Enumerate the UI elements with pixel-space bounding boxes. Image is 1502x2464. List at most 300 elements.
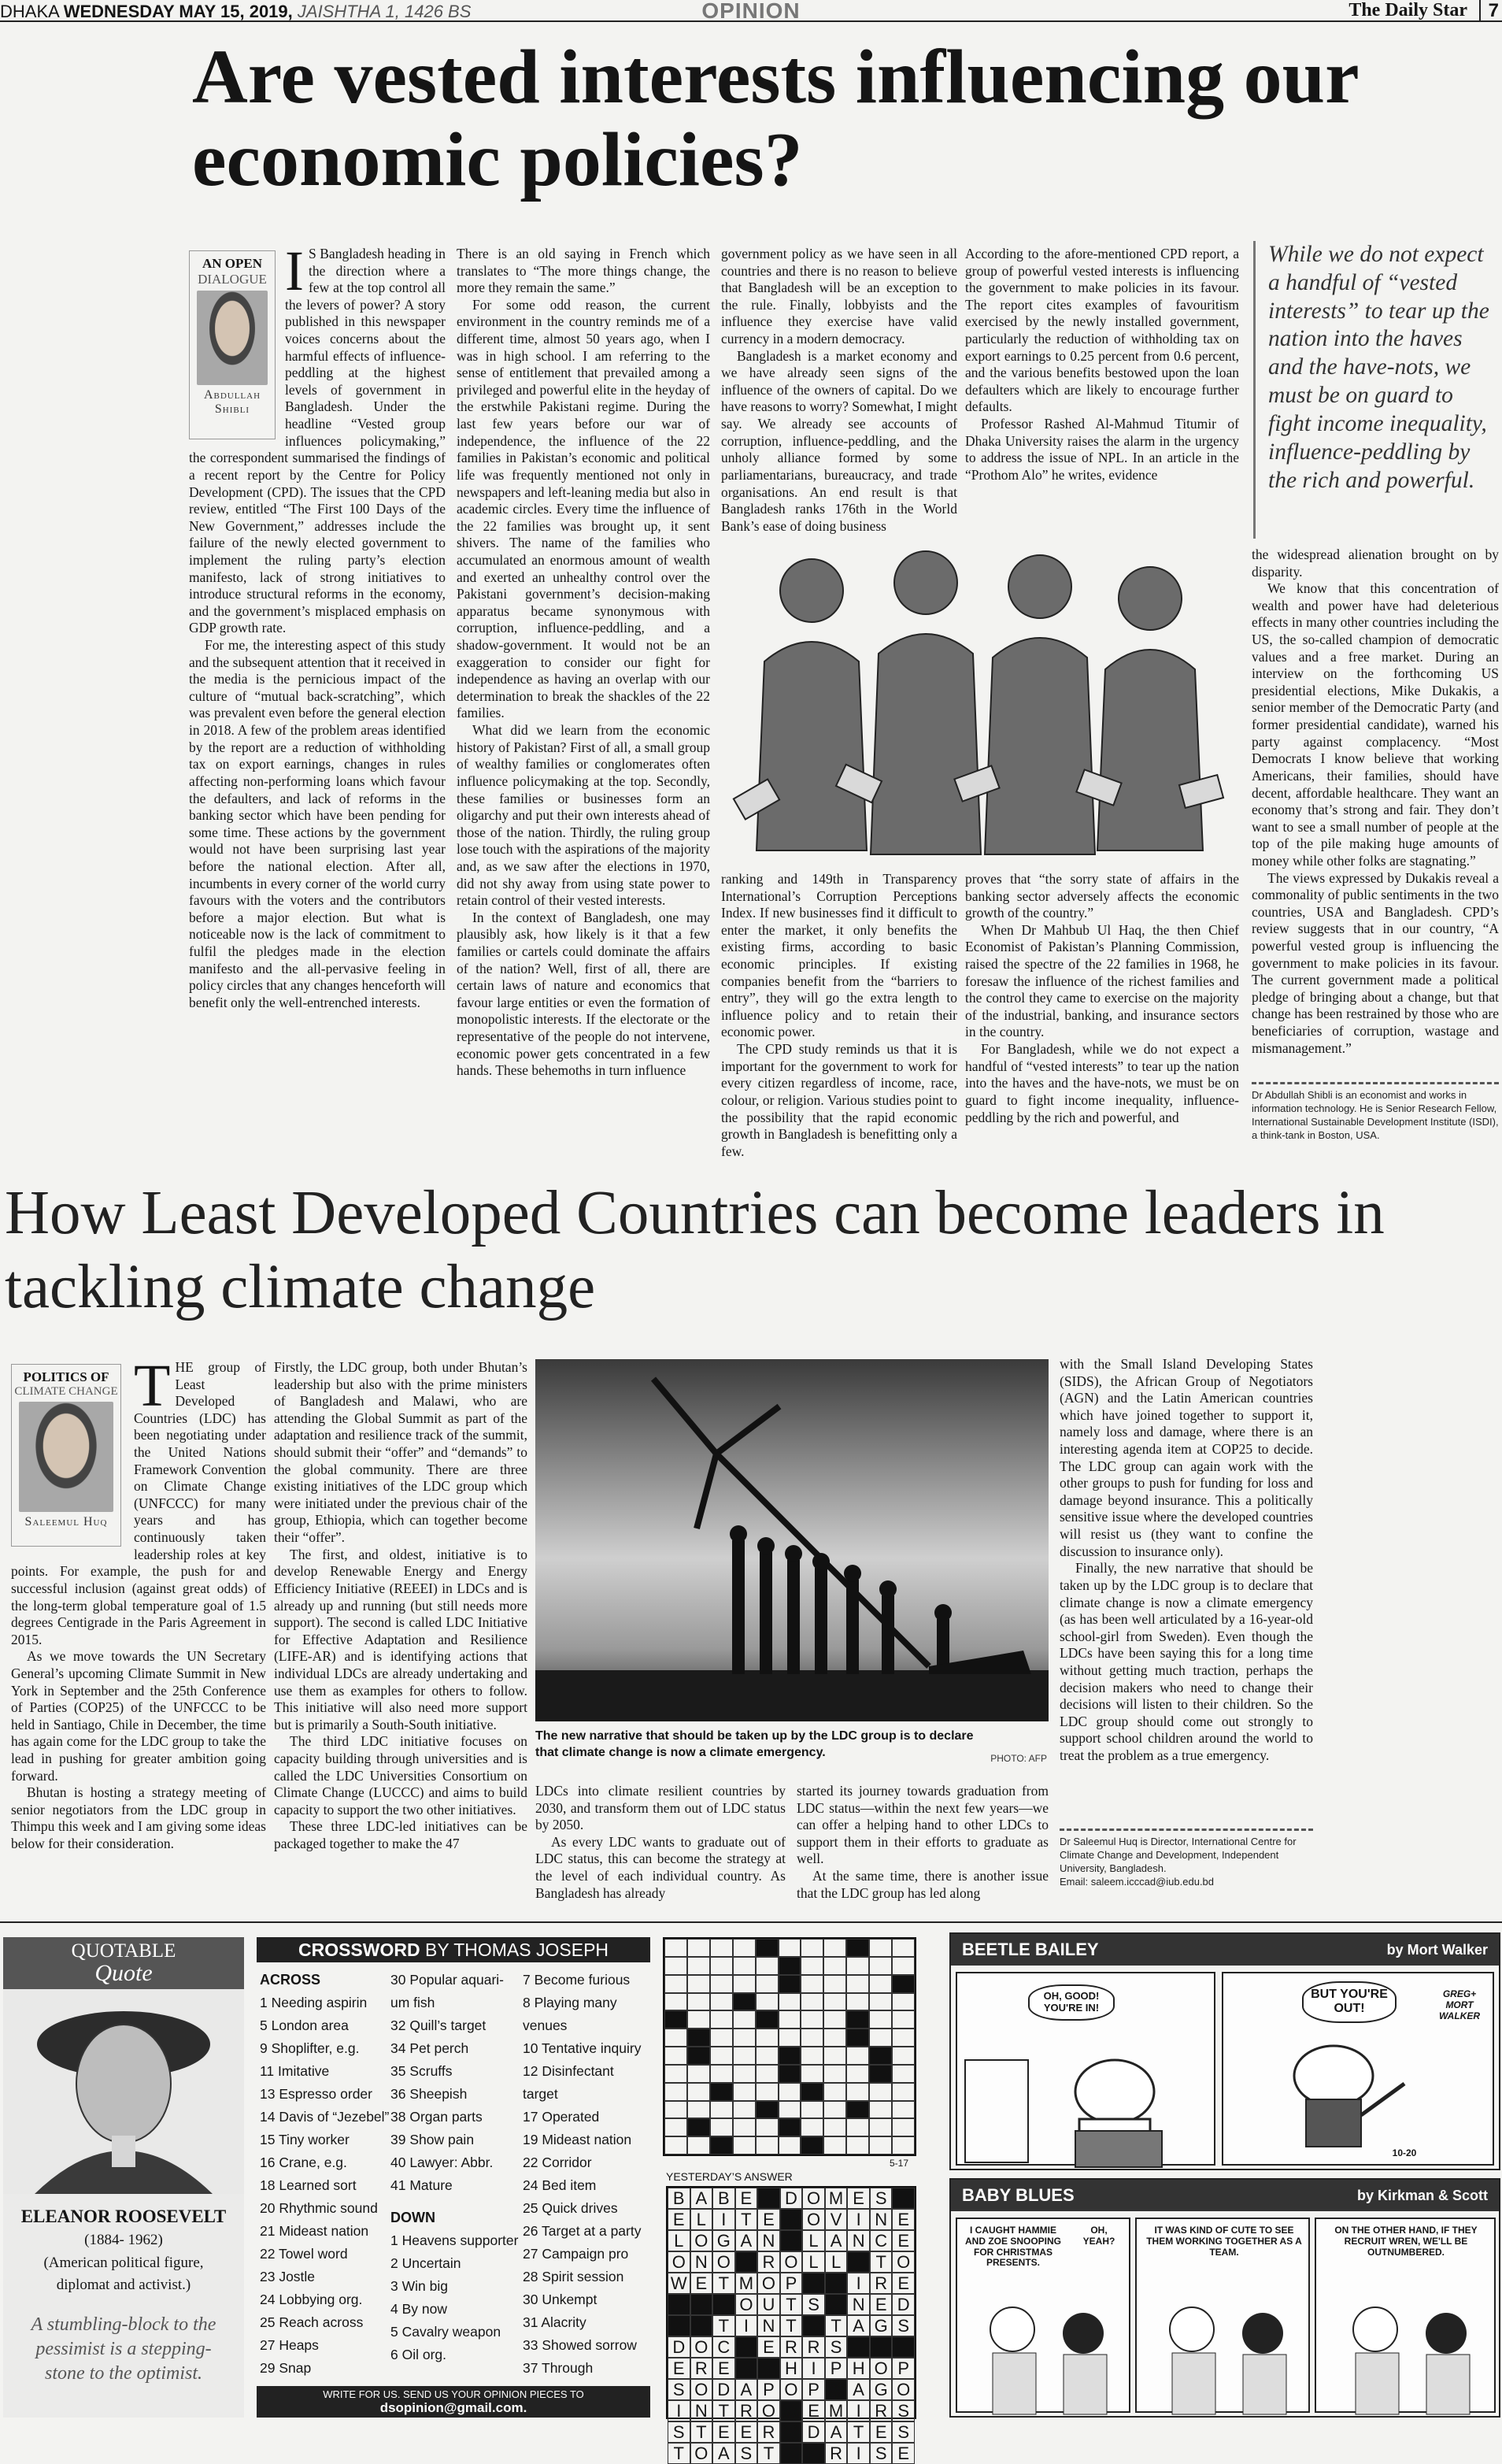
grid-cell[interactable] bbox=[664, 1975, 687, 1993]
answer-cell bbox=[825, 2273, 848, 2294]
grid-cell[interactable] bbox=[846, 2029, 869, 2047]
answer-cell: O bbox=[690, 2336, 713, 2358]
answer-cell: I bbox=[847, 2400, 870, 2421]
answer-cell: G bbox=[712, 2230, 735, 2251]
clue: 41 Mature bbox=[390, 2177, 453, 2193]
answer-cell: O bbox=[757, 2400, 780, 2421]
beetle-drawing bbox=[1223, 2036, 1496, 2167]
grid-cell[interactable] bbox=[710, 2118, 733, 2136]
grid-cell[interactable] bbox=[779, 2101, 801, 2119]
comic-author: by Kirkman & Scott bbox=[1356, 2188, 1488, 2203]
clue: 15 Tiny worker bbox=[260, 2132, 350, 2147]
answer-cell: O bbox=[780, 2251, 803, 2273]
answer-cell: E bbox=[735, 2188, 758, 2209]
paragraph: At the same time, there is another issue that the LDC group has led along bbox=[797, 1868, 1049, 1901]
answer-cell: E bbox=[892, 2443, 915, 2464]
answer-cell: A bbox=[847, 2315, 870, 2336]
answer-cell: S bbox=[870, 2188, 893, 2209]
answer-cell: E bbox=[668, 2209, 690, 2230]
answer-cell: T bbox=[780, 2294, 803, 2315]
grid-cell[interactable] bbox=[801, 1957, 823, 1975]
grid-cell[interactable] bbox=[687, 2083, 710, 2101]
answer-cell: T bbox=[757, 2443, 780, 2464]
grid-cell[interactable] bbox=[892, 2065, 915, 2083]
author-name: Saleemul Huq bbox=[24, 1515, 108, 1528]
grid-cell[interactable] bbox=[869, 2101, 892, 2119]
grid-cell[interactable] bbox=[733, 2118, 756, 2136]
grid-cell[interactable] bbox=[892, 2047, 915, 2065]
grid-cell[interactable] bbox=[710, 2083, 733, 2101]
grid-cell[interactable] bbox=[687, 2118, 710, 2136]
answer-cell: M bbox=[735, 2273, 758, 2294]
clue: 35 Scruffs bbox=[390, 2063, 453, 2079]
paragraph: LDCs into climate resilient countries by 2030, and transform them out of LDC status by 2050. bbox=[535, 1783, 786, 1833]
grid-cell[interactable] bbox=[756, 2136, 779, 2155]
grid-cell[interactable] bbox=[892, 1975, 915, 1993]
column-name-2: CLIMATE CHANGE bbox=[14, 1385, 118, 1398]
grid-cell[interactable] bbox=[869, 2010, 892, 2029]
paragraph: The first, and oldest, initiative is to develop Renewable Energy and Energy Efficiency Initiative (REEEI) in LDCs and is already up and running (but still needs more support). The second is called LDC Initiative for Effective Adaptation and Resilience (LIFE-AR) and is identifying actions that individual LDCs are already undertaking and use them as examples for others to follow. This initiative will also need more support but is primarily a South-South initiative. bbox=[274, 1546, 527, 1732]
grid-cell[interactable] bbox=[801, 2047, 823, 2065]
grid-cell[interactable] bbox=[664, 2065, 687, 2083]
answer-cell: R bbox=[825, 2443, 848, 2464]
clue: 21 Mideast nation bbox=[260, 2223, 369, 2239]
answer-cell: N bbox=[690, 2251, 713, 2273]
answer-cell: T bbox=[870, 2251, 893, 2273]
paragraph: For me, the interesting aspect of this study and the subsequent attention that it received in the media is the pernicious impact of the culture of “mutual back-scratching”, which was prevalent even before the general election in 2018. A few of the problem areas identified by the report are a reduction of withholding tax on export earnings, changes in rules affecting non-performing loans which favour the defaulters, and lack of reforms in the banking sector which have been pending for some time. These actions by the government would not have been surprising last year before the national election. After all, incumbents in every corner of the world curry favours with the voters and the contributors before a major election. But what is noticeable now is the lack of commitment to fulfil the pledges made in the election manifesto and the all-pervasive feeling in policy circles that any changes henceforth will benefit only the well-entrenched interests. bbox=[189, 637, 446, 1010]
grid-cell[interactable] bbox=[779, 2065, 801, 2083]
grid-cell[interactable] bbox=[687, 2029, 710, 2047]
answer-cell: P bbox=[825, 2358, 848, 2379]
grid-cell[interactable] bbox=[733, 1957, 756, 1975]
grid-cell[interactable] bbox=[801, 1975, 823, 1993]
yesterday-answer-grid bbox=[666, 2186, 916, 2463]
write-for-us-banner bbox=[257, 2386, 650, 2418]
clue: 30 Popular aquari- bbox=[390, 1972, 504, 1988]
grid-cell[interactable] bbox=[779, 2010, 801, 2029]
grid-cell[interactable] bbox=[869, 1993, 892, 2011]
grid-cell[interactable] bbox=[846, 2083, 869, 2101]
grid-cell[interactable] bbox=[823, 2010, 846, 2029]
clue-list bbox=[390, 1969, 524, 2197]
article1-col4a bbox=[965, 246, 1239, 528]
quote-header bbox=[3, 1937, 244, 1989]
grid-cell[interactable] bbox=[869, 2047, 892, 2065]
answer-cell: D bbox=[802, 2421, 825, 2443]
answer-cell bbox=[735, 2251, 758, 2273]
grid-cell[interactable] bbox=[756, 2065, 779, 2083]
answer-cell: O bbox=[780, 2379, 803, 2400]
dropcap: I bbox=[285, 239, 304, 302]
clue: 5 London area bbox=[260, 2018, 349, 2033]
grid-cell[interactable] bbox=[892, 2118, 915, 2136]
artist-signature: GREG+ MORT WALKER bbox=[1439, 1988, 1480, 2021]
answer-cell bbox=[668, 2315, 690, 2336]
beetle-panel-2 bbox=[1222, 1972, 1494, 2166]
answer-cell: D bbox=[892, 2294, 915, 2315]
grid-cell[interactable] bbox=[801, 2065, 823, 2083]
article2-photo bbox=[535, 1359, 1049, 1721]
speech-text: ON THE OTHER HAND, IF THEY RECRUIT WREN, WE'LL BE OUTNUMBERED. bbox=[1334, 2225, 1478, 2258]
grid-cell[interactable] bbox=[664, 1939, 687, 1957]
grid-cell[interactable] bbox=[664, 1993, 687, 2011]
grid-cell[interactable] bbox=[846, 1993, 869, 2011]
article1-illustration bbox=[721, 535, 1239, 866]
answer-cell: S bbox=[892, 2400, 915, 2421]
clue: 39 Show pain bbox=[390, 2132, 475, 2147]
grid-cell[interactable] bbox=[801, 2029, 823, 2047]
grid-cell[interactable] bbox=[710, 2029, 733, 2047]
sarge-drawing bbox=[957, 2036, 1217, 2167]
grid-cell[interactable] bbox=[710, 1993, 733, 2011]
answer-cell: G bbox=[870, 2315, 893, 2336]
article2-col2 bbox=[274, 1359, 527, 1892]
speech-text: IT WAS KIND OF CUTE TO SEE THEM WORKING TOGETHER AS A TEAM. bbox=[1146, 2225, 1302, 2258]
answer-cell: I bbox=[802, 2358, 825, 2379]
grid-cell[interactable] bbox=[823, 2047, 846, 2065]
clue: 2 Uncertain bbox=[390, 2255, 461, 2271]
grid-cell[interactable] bbox=[801, 2118, 823, 2136]
grid-cell[interactable] bbox=[823, 1939, 846, 1957]
answer-cell: R bbox=[870, 2273, 893, 2294]
grid-cell[interactable] bbox=[823, 2029, 846, 2047]
answer-cell: I bbox=[735, 2315, 758, 2336]
quote-text: A stumbling-block to the pessimist is a stepping-stone to the optimist. bbox=[31, 2314, 216, 2384]
grid-cell[interactable] bbox=[801, 1993, 823, 2011]
answer-cell: M bbox=[825, 2400, 848, 2421]
grid-cell[interactable] bbox=[756, 2010, 779, 2029]
paragraph: What did we learn from the economic history of Pakistan? First of all, a small group of wealthy families or conglomerates often influence policymaking at the top. Secondly, these families or businesses form an oligarchy and put their own interests ahead of those of the nation. Thirdly, the ruling group lose touch with the aspirations of the majority and, as we saw after the elections in 1970, did not shy away from using state power to retain control of their vested interests. bbox=[457, 722, 710, 909]
answer-cell: N bbox=[757, 2230, 780, 2251]
grid-cell[interactable] bbox=[710, 2010, 733, 2029]
grid-cell[interactable] bbox=[801, 2010, 823, 2029]
grid-cell[interactable] bbox=[892, 2029, 915, 2047]
grid-cell[interactable] bbox=[869, 1939, 892, 1957]
answer-cell: A bbox=[735, 2230, 758, 2251]
article1-col4b bbox=[965, 871, 1239, 1142]
grid-cell[interactable] bbox=[664, 2118, 687, 2136]
answer-cell: R bbox=[735, 2400, 758, 2421]
answer-cell: I bbox=[847, 2273, 870, 2294]
yesterday-label: YESTERDAY’S ANSWER bbox=[666, 2170, 793, 2183]
dateline-date: WEDNESDAY MAY 15, 2019, bbox=[63, 2, 293, 21]
grid-cell[interactable] bbox=[779, 1993, 801, 2011]
grid-cell[interactable] bbox=[756, 2118, 779, 2136]
grid-cell[interactable] bbox=[892, 2136, 915, 2155]
grid-cell[interactable] bbox=[664, 2047, 687, 2065]
answer-cell: E bbox=[668, 2358, 690, 2379]
grid-cell[interactable] bbox=[823, 1975, 846, 1993]
clue: 19 Mideast nation bbox=[523, 2132, 632, 2147]
grid-cell[interactable] bbox=[869, 2029, 892, 2047]
paragraph: Bhutan is hosting a strategy meeting of senior negotiators from the LDC group in Thimpu this week and I am giving some ideas below for their consideration. bbox=[11, 1784, 266, 1852]
grid-cell[interactable] bbox=[687, 2101, 710, 2119]
grid-cell[interactable] bbox=[687, 1939, 710, 1957]
clue: 6 Oil org. bbox=[390, 2347, 446, 2362]
answer-cell: E bbox=[847, 2188, 870, 2209]
crossword-date: 5-17 bbox=[890, 2158, 909, 2169]
grid-cell[interactable] bbox=[733, 1993, 756, 2011]
paragraph: Finally, the new narrative that should be taken up by the LDC group is to declare that climate change is now a climate emergency (as has been well articulated by a 16-year-old school-girl from Sweden). Even though the LDCs have been saying this for a long time without getting much traction, perhaps the decision makers who need to change their decisions will listen to their children. So the LDC group should come out strongly to support school children around the world to treat the problem as a true emergency. bbox=[1060, 1560, 1313, 1764]
clue: 32 Quill’s target bbox=[390, 2018, 486, 2033]
grid-cell[interactable] bbox=[687, 2065, 710, 2083]
grid-cell[interactable] bbox=[892, 2010, 915, 2029]
grid-cell[interactable] bbox=[756, 1993, 779, 2011]
grid-cell[interactable] bbox=[823, 2118, 846, 2136]
grid-cell[interactable] bbox=[756, 2047, 779, 2065]
grid-cell[interactable] bbox=[869, 1975, 892, 1993]
grid-cell[interactable] bbox=[687, 2136, 710, 2155]
grid-cell[interactable] bbox=[846, 2065, 869, 2083]
answer-cell: O bbox=[892, 2251, 915, 2273]
beetle-panel-1 bbox=[956, 1972, 1215, 2166]
answer-cell: A bbox=[712, 2443, 735, 2464]
dateline bbox=[0, 2, 471, 22]
answer-cell bbox=[712, 2294, 735, 2315]
grid-cell[interactable] bbox=[779, 1957, 801, 1975]
paragraph: For Bangladesh, while we do not expect a handful of “vested interests” to tear up the nation into the haves and the have-nots, we must be on guard to fight income inequality, influence-peddling by the rich and powerful, and bbox=[965, 1041, 1239, 1125]
answer-cell bbox=[847, 2336, 870, 2358]
answer-cell: E bbox=[757, 2209, 780, 2230]
answer-cell: S bbox=[668, 2379, 690, 2400]
beetle-bailey-strip bbox=[949, 1932, 1500, 2170]
grid-cell[interactable] bbox=[733, 2136, 756, 2155]
grid-cell[interactable] bbox=[846, 2047, 869, 2065]
grid-cell[interactable] bbox=[733, 1939, 756, 1957]
article2-col3 bbox=[535, 1783, 786, 1901]
answer-cell: O bbox=[892, 2379, 915, 2400]
grid-cell[interactable] bbox=[869, 1957, 892, 1975]
grid-cell[interactable] bbox=[664, 2029, 687, 2047]
answer-cell: V bbox=[825, 2209, 848, 2230]
grid-cell[interactable] bbox=[733, 2010, 756, 2029]
grid-cell[interactable] bbox=[733, 2101, 756, 2119]
grid-cell[interactable] bbox=[733, 2029, 756, 2047]
grid-cell[interactable] bbox=[756, 1939, 779, 1957]
answer-cell: S bbox=[735, 2443, 758, 2464]
grid-cell[interactable] bbox=[710, 2065, 733, 2083]
grid-cell[interactable] bbox=[869, 2136, 892, 2155]
grid-cell[interactable] bbox=[869, 2118, 892, 2136]
answer-cell bbox=[780, 2209, 803, 2230]
grid-cell[interactable] bbox=[756, 2029, 779, 2047]
clue: 1 Needing aspirin bbox=[260, 1995, 368, 2010]
answer-cell: A bbox=[690, 2188, 713, 2209]
answer-cell: O bbox=[690, 2230, 713, 2251]
grid-cell[interactable] bbox=[869, 2065, 892, 2083]
clue-list bbox=[260, 1992, 394, 2380]
grid-cell[interactable] bbox=[710, 2047, 733, 2065]
answer-cell: C bbox=[712, 2336, 735, 2358]
answer-cell: E bbox=[870, 2421, 893, 2443]
grid-cell[interactable] bbox=[779, 2118, 801, 2136]
clue: 40 Lawyer: Abbr. bbox=[390, 2155, 494, 2170]
answer-cell: R bbox=[757, 2421, 780, 2443]
grid-cell[interactable] bbox=[710, 2101, 733, 2119]
answer-cell: O bbox=[802, 2188, 825, 2209]
clue: 12 Disinfectant bbox=[523, 2063, 614, 2079]
article1-col3b bbox=[721, 871, 957, 1159]
paragraph: The CPD study reminds us that it is important for the government to work for every citizen regardless of income, race, colour, or religion. Various studies point to the possibility that the rapid economic growth in Bangladesh is benefitting only a few. bbox=[721, 1041, 957, 1159]
grid-cell[interactable] bbox=[823, 1957, 846, 1975]
grid-cell[interactable] bbox=[846, 2136, 869, 2155]
grid-cell[interactable] bbox=[823, 1993, 846, 2011]
grid-cell[interactable] bbox=[710, 1957, 733, 1975]
answer-cell: O bbox=[668, 2251, 690, 2273]
answer-cell bbox=[780, 2443, 803, 2464]
grid-cell[interactable] bbox=[892, 1993, 915, 2011]
grid-cell[interactable] bbox=[869, 2083, 892, 2101]
answer-cell: D bbox=[780, 2188, 803, 2209]
grid-cell[interactable] bbox=[846, 1957, 869, 1975]
grid-cell[interactable] bbox=[664, 2010, 687, 2029]
clue: 4 By now bbox=[390, 2301, 447, 2317]
answer-cell: S bbox=[892, 2421, 915, 2443]
grid-cell[interactable] bbox=[892, 1957, 915, 1975]
answer-cell bbox=[825, 2379, 848, 2400]
grid-cell[interactable] bbox=[801, 2083, 823, 2101]
answer-cell: R bbox=[757, 2251, 780, 2273]
answer-cell: E bbox=[802, 2400, 825, 2421]
byline-spacer bbox=[189, 246, 285, 444]
grid-cell[interactable] bbox=[664, 2101, 687, 2119]
grid-cell[interactable] bbox=[687, 1993, 710, 2011]
comic-title: BEETLE BAILEY bbox=[962, 1940, 1099, 1959]
quote-label-2: Quote bbox=[94, 1960, 153, 1986]
paragraph: ranking and 149th in Transparency International’s Corruption Perceptions Index. If new businesses find it difficult to enter the market, it only benefits the existing firms, according to basic economic principles. If existing companies benefit from the “barriers to entry”, they will go the extra length to influence policy and to retain their economic power. bbox=[721, 871, 957, 1040]
grid-cell[interactable] bbox=[801, 2136, 823, 2155]
grid-cell[interactable] bbox=[892, 2083, 915, 2101]
answer-cell: I bbox=[847, 2209, 870, 2230]
clue: 3 Win big bbox=[390, 2278, 448, 2294]
grid-cell[interactable] bbox=[687, 2047, 710, 2065]
paragraph: When Dr Mahbub Ul Haq, the then Chief Economist of Pakistan’s Planning Commission, raised the spectre of the 22 families in 1968, he foresaw the influence of the richest families and the control they came to exercise on the majority of the industrial, banking, and insurance sectors in the country. bbox=[965, 921, 1239, 1040]
quote-desc: (American political figure, diplomat and activist.) bbox=[43, 2255, 204, 2293]
grid-cell[interactable] bbox=[710, 2136, 733, 2155]
grid-cell[interactable] bbox=[756, 1957, 779, 1975]
grid-cell[interactable] bbox=[664, 1957, 687, 1975]
clue: 8 Playing many bbox=[523, 1995, 617, 2010]
grid-cell[interactable] bbox=[756, 2101, 779, 2119]
grid-cell[interactable] bbox=[779, 2029, 801, 2047]
paragraph: There is an old saying in French which translates to “The more things change, the more they remain the same.” bbox=[457, 246, 710, 296]
grid-cell[interactable] bbox=[756, 2083, 779, 2101]
clue: 9 Shoplifter, e.g. bbox=[260, 2040, 360, 2056]
answer-cell: O bbox=[735, 2294, 758, 2315]
grid-cell[interactable] bbox=[823, 2065, 846, 2083]
grid-cell[interactable] bbox=[823, 2083, 846, 2101]
answer-cell bbox=[668, 2294, 690, 2315]
grid-cell[interactable] bbox=[664, 2083, 687, 2101]
grid-cell[interactable] bbox=[846, 2010, 869, 2029]
clue: 10 Tentative inquiry bbox=[523, 2040, 642, 2056]
grid-cell[interactable] bbox=[733, 1975, 756, 1993]
clue: 7 Become furious bbox=[523, 1972, 631, 1988]
answer-cell: E bbox=[735, 2421, 758, 2443]
grid-cell[interactable] bbox=[779, 1939, 801, 1957]
answer-cell: N bbox=[870, 2209, 893, 2230]
grid-cell[interactable] bbox=[733, 2065, 756, 2083]
dropcap: T bbox=[134, 1353, 171, 1419]
parents-drawing-3 bbox=[1316, 2290, 1497, 2414]
column-name-2: DIALOGUE bbox=[198, 272, 267, 287]
clue-list bbox=[523, 1969, 650, 2380]
grid-cell[interactable] bbox=[664, 2136, 687, 2155]
clue: 1 Heavens supporter bbox=[390, 2232, 519, 2248]
grid-cell[interactable] bbox=[801, 1939, 823, 1957]
answer-cell: E bbox=[757, 2336, 780, 2358]
answer-cell bbox=[802, 2273, 825, 2294]
answer-cell: E bbox=[712, 2421, 735, 2443]
roosevelt-portrait bbox=[3, 1989, 244, 2194]
clue: 33 Showed sorrow bbox=[523, 2337, 637, 2353]
clue: 26 Target at a party bbox=[523, 2223, 642, 2239]
pull-quote: While we do not expect a handful of “vested interests” to tear up the nation into the haves and the have-nots, we must be on guard to fight income inequality, influence-peddling by the rich and powerful. bbox=[1253, 241, 1499, 539]
grid-cell[interactable] bbox=[687, 2010, 710, 2029]
answer-cell: N bbox=[757, 2315, 780, 2336]
answer-cell: T bbox=[825, 2315, 848, 2336]
clue: 28 Spirit session bbox=[523, 2269, 624, 2284]
answer-cell bbox=[690, 2294, 713, 2315]
answer-cell: L bbox=[802, 2251, 825, 2273]
grid-cell[interactable] bbox=[779, 2136, 801, 2155]
across-col-b bbox=[390, 1969, 524, 2366]
grid-cell[interactable] bbox=[779, 2047, 801, 2065]
grid-cell[interactable] bbox=[710, 1975, 733, 1993]
clue-list bbox=[390, 2229, 524, 2366]
grid-cell[interactable] bbox=[823, 2136, 846, 2155]
crossword-title: CROSSWORD bbox=[298, 1940, 420, 1960]
answer-cell bbox=[825, 2294, 848, 2315]
answer-cell: T bbox=[712, 2273, 735, 2294]
grid-cell[interactable] bbox=[823, 2101, 846, 2119]
crossword-author: BY THOMAS JOSEPH bbox=[424, 1940, 609, 1960]
grid-cell[interactable] bbox=[801, 2101, 823, 2119]
answer-cell: T bbox=[690, 2421, 713, 2443]
photo-credit: PHOTO: AFP bbox=[990, 1753, 1047, 1764]
grid-cell[interactable] bbox=[779, 2083, 801, 2101]
article2-col4 bbox=[797, 1783, 1049, 1901]
grid-cell[interactable] bbox=[710, 1939, 733, 1957]
answer-cell: N bbox=[690, 2400, 713, 2421]
grid-cell[interactable] bbox=[892, 1939, 915, 1957]
paragraph: started its journey towards graduation from LDC status—within the next few years—we can offer a helping hand to other LDCs to support them in their efforts to graduate as well. bbox=[797, 1783, 1049, 1867]
paragraph: Bangladesh is a market economy and we have already seen signs of the influence of the owners of capital. Do we have reasons to worry? Somewhat, I might say. We already see accounts of corruption, influence-peddling, and the unholy alliance formed by some parliamentarians, bureaucracy, and trade organisations. An end result is that Bangladesh ranks 176th in the World Bank’s ease of doing business bbox=[721, 347, 957, 534]
grid-cell[interactable] bbox=[756, 1975, 779, 1993]
answer-cell: G bbox=[870, 2379, 893, 2400]
clue: 25 Reach across bbox=[260, 2314, 364, 2330]
crossword-grid[interactable] bbox=[663, 1937, 916, 2156]
down-heading: DOWN bbox=[390, 2210, 435, 2225]
grid-cell[interactable] bbox=[733, 2083, 756, 2101]
grid-cell[interactable] bbox=[779, 1975, 801, 1993]
grid-cell[interactable] bbox=[687, 1957, 710, 1975]
grid-cell[interactable] bbox=[733, 2047, 756, 2065]
answer-cell: L bbox=[668, 2230, 690, 2251]
answer-cell: P bbox=[757, 2379, 780, 2400]
grid-cell[interactable] bbox=[846, 2101, 869, 2119]
article1-headline: Are vested interests influencing our economic policies? bbox=[192, 35, 1358, 202]
answer-cell: C bbox=[870, 2230, 893, 2251]
grid-cell[interactable] bbox=[846, 2118, 869, 2136]
grid-cell[interactable] bbox=[687, 1975, 710, 1993]
clue: 24 Lobbying org. bbox=[260, 2292, 363, 2307]
answer-cell bbox=[847, 2251, 870, 2273]
grid-cell[interactable] bbox=[846, 1975, 869, 1993]
grid-cell[interactable] bbox=[892, 2101, 915, 2119]
clue: 27 Heaps bbox=[260, 2337, 319, 2353]
grid-cell[interactable] bbox=[846, 1939, 869, 1957]
